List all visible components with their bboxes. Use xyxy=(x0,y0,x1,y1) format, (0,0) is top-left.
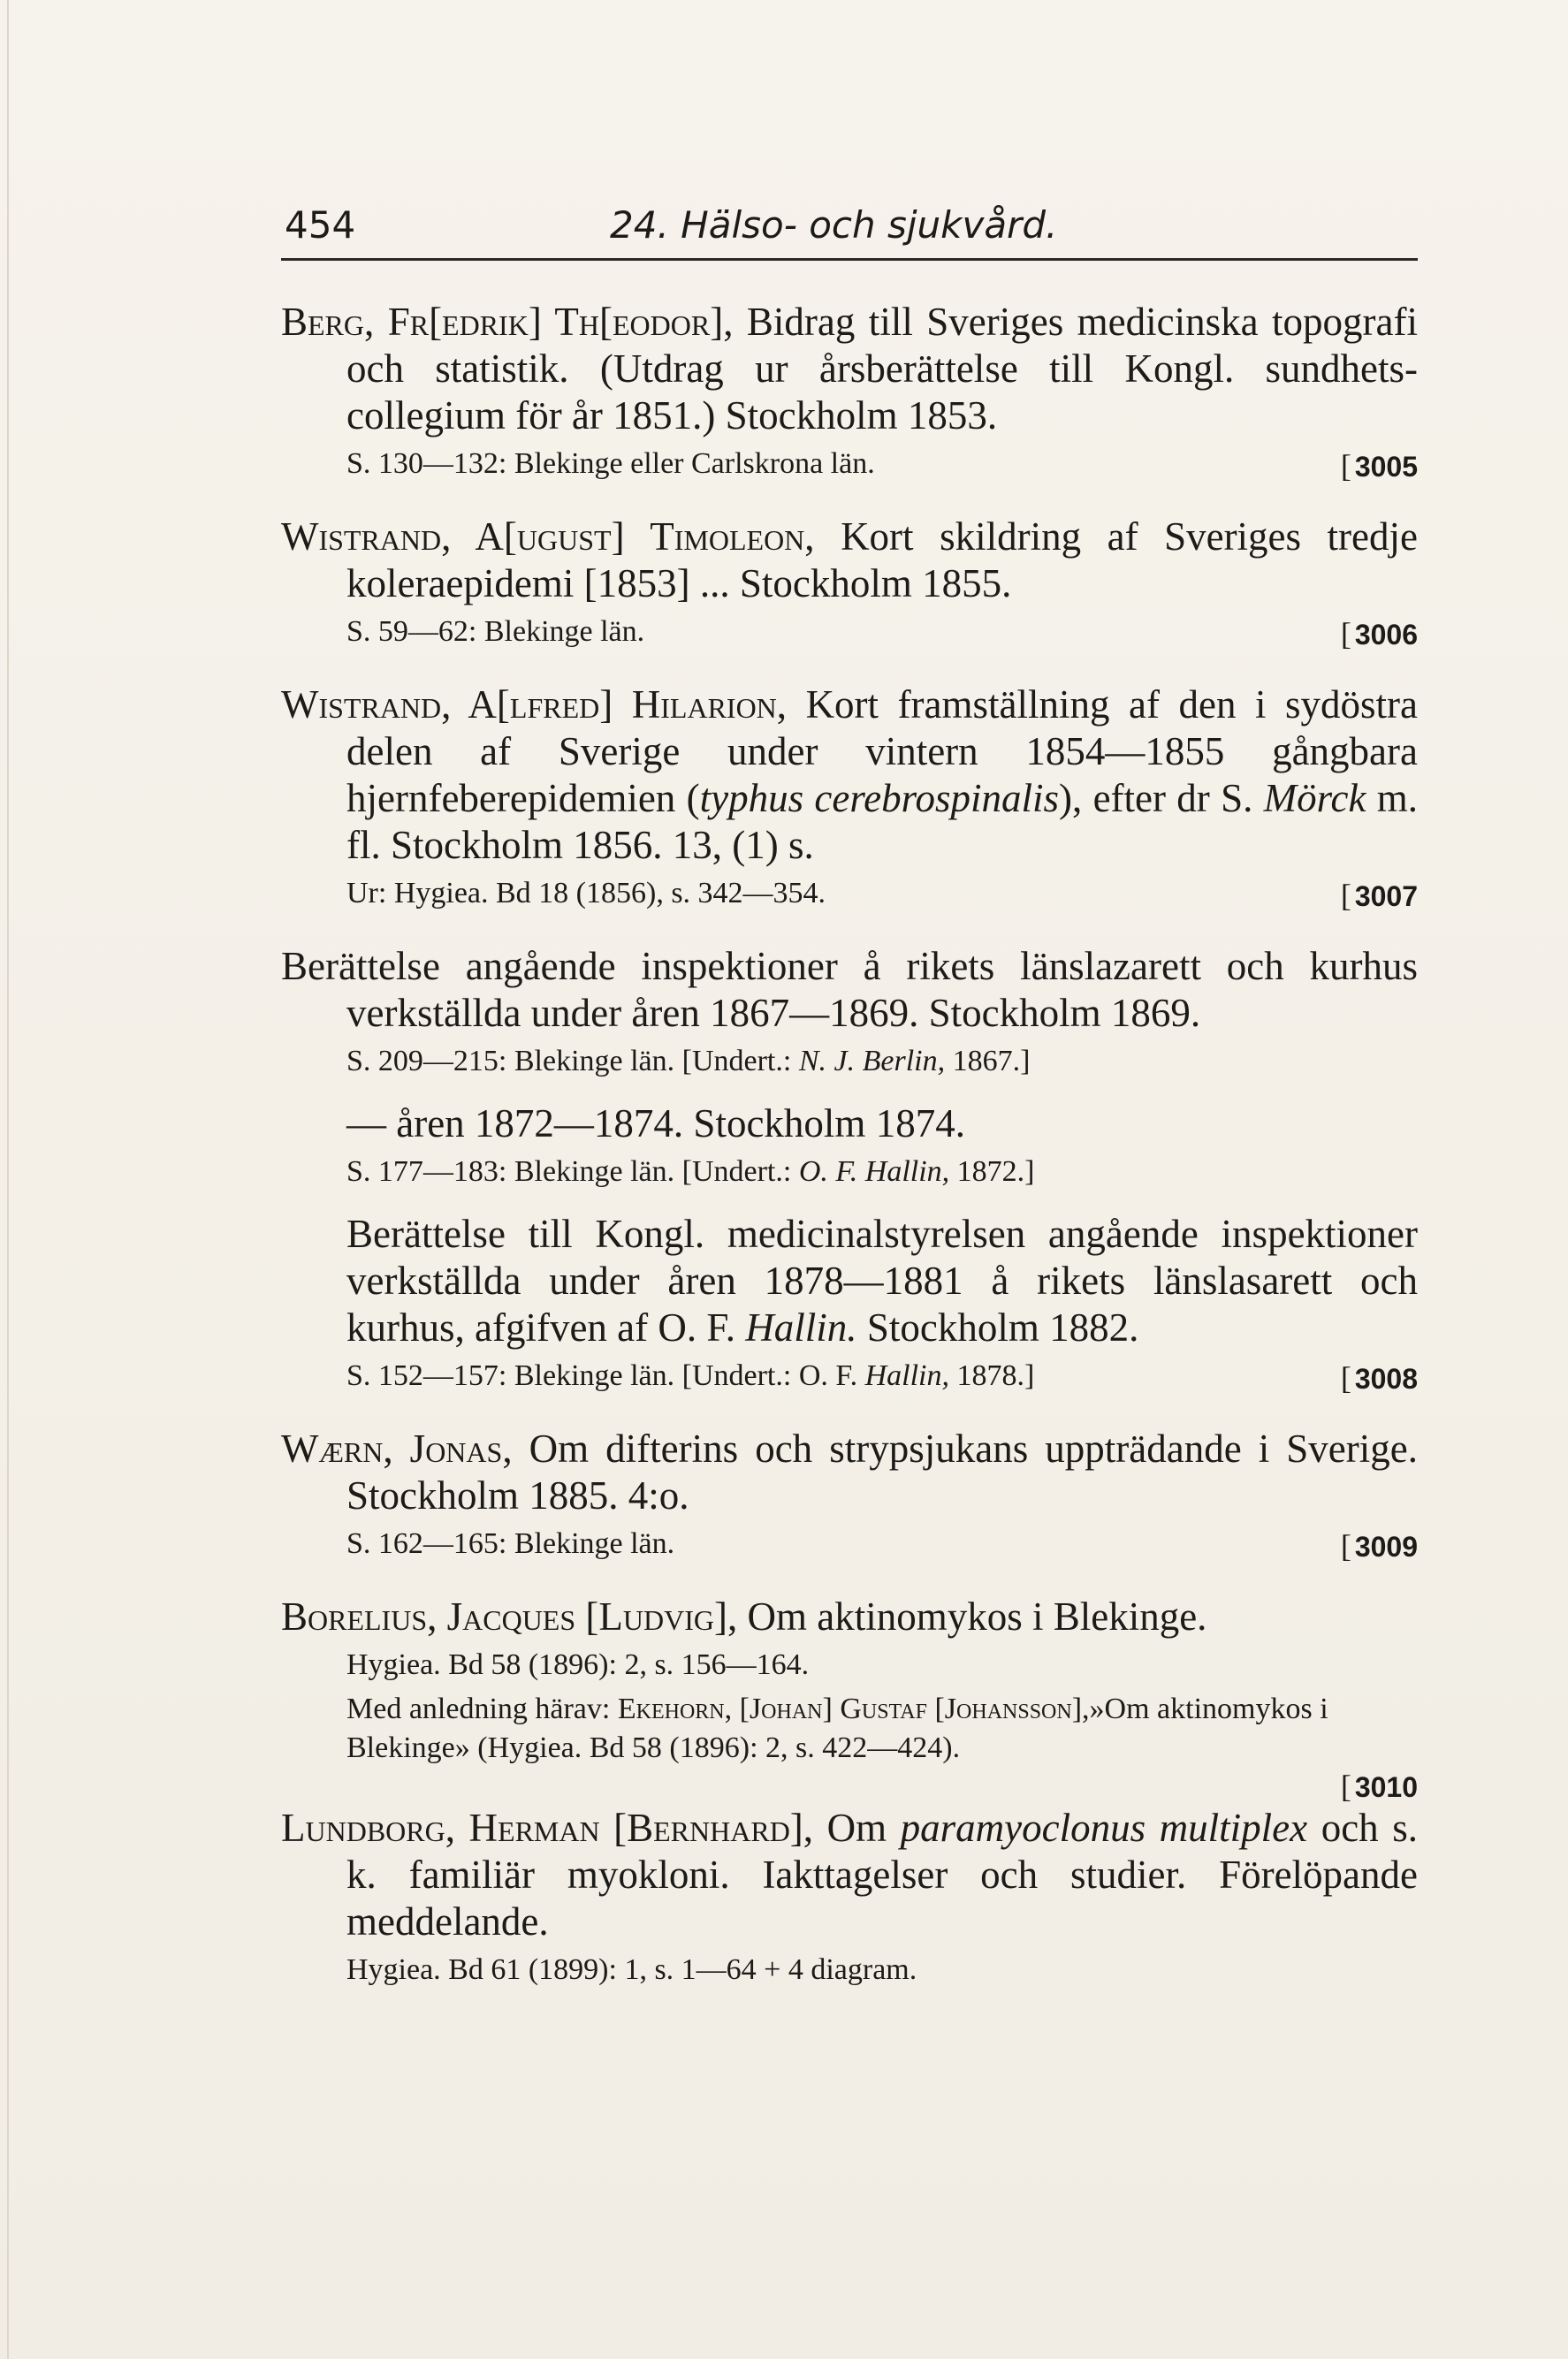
ref-number: 3008 xyxy=(1354,1363,1418,1395)
entry-number xyxy=(1341,1358,1418,1398)
note-text: S. 152—157: Blekinge län. [Undert.: O. F. xyxy=(346,1359,865,1392)
note-italic: N. J. Berlin, xyxy=(798,1045,946,1077)
author: Berg, Fr[edrik] Th[eodor] xyxy=(281,300,724,344)
author: Lundborg, Herman [Bernhard] xyxy=(281,1806,803,1850)
bracket: [ xyxy=(1340,878,1351,913)
entry-3010 xyxy=(281,1594,1418,1805)
header-rule xyxy=(281,258,1418,261)
note-text: 1872.] xyxy=(949,1155,1035,1188)
author: Wistrand, A[ugust] Timoleon xyxy=(281,514,805,559)
entry-3005 xyxy=(281,299,1418,483)
ref-number: 3006 xyxy=(1354,619,1418,651)
entry-text xyxy=(281,1594,1418,1640)
bracket: [ xyxy=(1340,616,1351,651)
entry-3007 xyxy=(281,681,1418,913)
note-author: Ekehorn, [Johan] Gustaf [Johansson] xyxy=(617,1693,1083,1725)
ref-number: 3010 xyxy=(1354,1771,1418,1803)
note-text: 1878.] xyxy=(948,1359,1035,1392)
entry-body: m. fl. Stockholm 1856. 13, (1) s. xyxy=(346,776,1418,867)
entry-note xyxy=(281,1357,1418,1396)
bracket: [ xyxy=(1340,1769,1351,1804)
page-edge xyxy=(7,0,9,2359)
note-text: S. 59—62: Blekinge län. xyxy=(346,615,645,648)
entry-number xyxy=(1341,1526,1418,1566)
entry-note xyxy=(281,1690,1418,1768)
author: Wærn, Jonas xyxy=(281,1427,503,1471)
entry-text xyxy=(281,1805,1418,1945)
note-text: 1867.] xyxy=(945,1045,1031,1077)
entry-number xyxy=(1341,1768,1418,1805)
bracket: [ xyxy=(1340,448,1351,483)
entry-note xyxy=(281,874,1418,913)
author: Borelius, Jacques [Ludvig] xyxy=(281,1594,727,1639)
note-text: ,»Om aktinomykos i Blekinge» (Hygiea. Bd 58 (1896): 2, s. 422—424). xyxy=(346,1693,1328,1764)
entry-body: , Bidrag till Sveriges medicinska topografi och statistik. (Utdrag ur årsberättelse till Kongl. sundhets-collegium för år 1851.) Stockholm 1853. xyxy=(346,300,1418,438)
entry-note xyxy=(281,1153,1418,1191)
entry-body: , Om aktinomykos i Blekinge. xyxy=(727,1594,1207,1639)
entry-note: Hygiea. Bd 61 (1899): 1, s. 1—64 + 4 diagram. xyxy=(346,1953,917,1986)
note-text: S. 209—215: Blekinge län. [Undert.: xyxy=(346,1045,799,1077)
note-text: S. 177—183: Blekinge län. [Undert.: xyxy=(346,1155,799,1188)
note-text: Ur: Hygiea. Bd 18 (1856), s. 342—354. xyxy=(346,877,826,909)
ref-number: 3005 xyxy=(1354,451,1418,483)
entry-continuation: — åren 1872—1874. Stockholm 1874. xyxy=(346,1101,965,1145)
entry-body: , Kort framställning af den i sydöstra delen af Sverige under vintern 1854—1855 gångbara hjernfeberepidemien ( xyxy=(346,682,1418,820)
entry-body: Stockholm 1882. xyxy=(856,1305,1139,1350)
ref-number: 3009 xyxy=(1354,1531,1418,1563)
entry-body: , Kort skildring af Sveriges tredje koleraepidemi [1853] ... Stockholm 1855. xyxy=(346,514,1418,605)
entry-body: ), efter dr S. xyxy=(1059,776,1264,820)
entry-note xyxy=(281,613,1418,651)
entry-body-italic: paramyoclonus multiplex xyxy=(900,1806,1308,1850)
entry-note: Hygiea. Bd 58 (1896): 2, s. 156—164. xyxy=(346,1648,810,1681)
chapter-title: 24. Hälso- och sjukvård. xyxy=(610,203,1058,247)
ref-number: 3007 xyxy=(1354,880,1418,912)
entry-text xyxy=(281,681,1418,869)
entry-body-italic: Mörck xyxy=(1263,776,1366,820)
note-text: Med anledning härav: xyxy=(346,1693,618,1725)
entry-body: , Om difterins och strypsjukans uppträdande i Sverige. Stockholm 1885. 4:o. xyxy=(346,1427,1418,1518)
entry-3009 xyxy=(281,1426,1418,1564)
entry-body-italic: typhus cerebrospinalis xyxy=(699,776,1060,820)
note-text: S. 130—132: Blekinge eller Carlskrona län. xyxy=(346,447,875,480)
running-header xyxy=(281,196,1418,249)
note-text: S. 162—165: Blekinge län. xyxy=(346,1527,675,1560)
entry-body: Berättelse till Kongl. medicinalstyrelsen angående inspektioner verkställda under åren 1878—1881 å rikets länslasarett och kurhus, afgifven af O. F. xyxy=(346,1212,1418,1350)
entry-text xyxy=(281,299,1418,439)
note-italic: O. F. Hallin, xyxy=(798,1155,950,1188)
entry-note xyxy=(281,1525,1418,1564)
entry-note xyxy=(281,445,1418,483)
entry-number xyxy=(1341,614,1418,654)
entry-body: och s. k. familiär myokloni. Iakttagelser och studier. Förelöpande meddelande. xyxy=(346,1806,1418,1944)
author: Wistrand, A[lfred] Hilarion xyxy=(281,682,777,727)
entry-number xyxy=(1341,446,1418,486)
entry-3008 xyxy=(281,943,1418,1396)
entry-3011 xyxy=(281,1805,1418,1990)
bibliography xyxy=(281,299,1418,1990)
entry-body: , Om xyxy=(803,1806,901,1850)
entry-number xyxy=(1341,876,1418,916)
entry-note xyxy=(281,1042,1418,1081)
entry-text xyxy=(281,1426,1418,1519)
entry-body-italic: Hallin. xyxy=(745,1305,857,1350)
entry-text xyxy=(281,514,1418,607)
note-italic: Hallin, xyxy=(864,1359,949,1392)
entry-continuation xyxy=(281,1211,1418,1351)
page-number: 454 xyxy=(285,203,356,247)
bracket: [ xyxy=(1340,1360,1351,1396)
bracket: [ xyxy=(1340,1528,1351,1564)
entry-text: Berättelse angående inspektioner å rikets länslazarett och kurhus verkställda under åren 1867—1869. Stockholm 1869. xyxy=(281,944,1418,1035)
entry-number-line xyxy=(281,1768,1418,1805)
entry-3006 xyxy=(281,514,1418,651)
